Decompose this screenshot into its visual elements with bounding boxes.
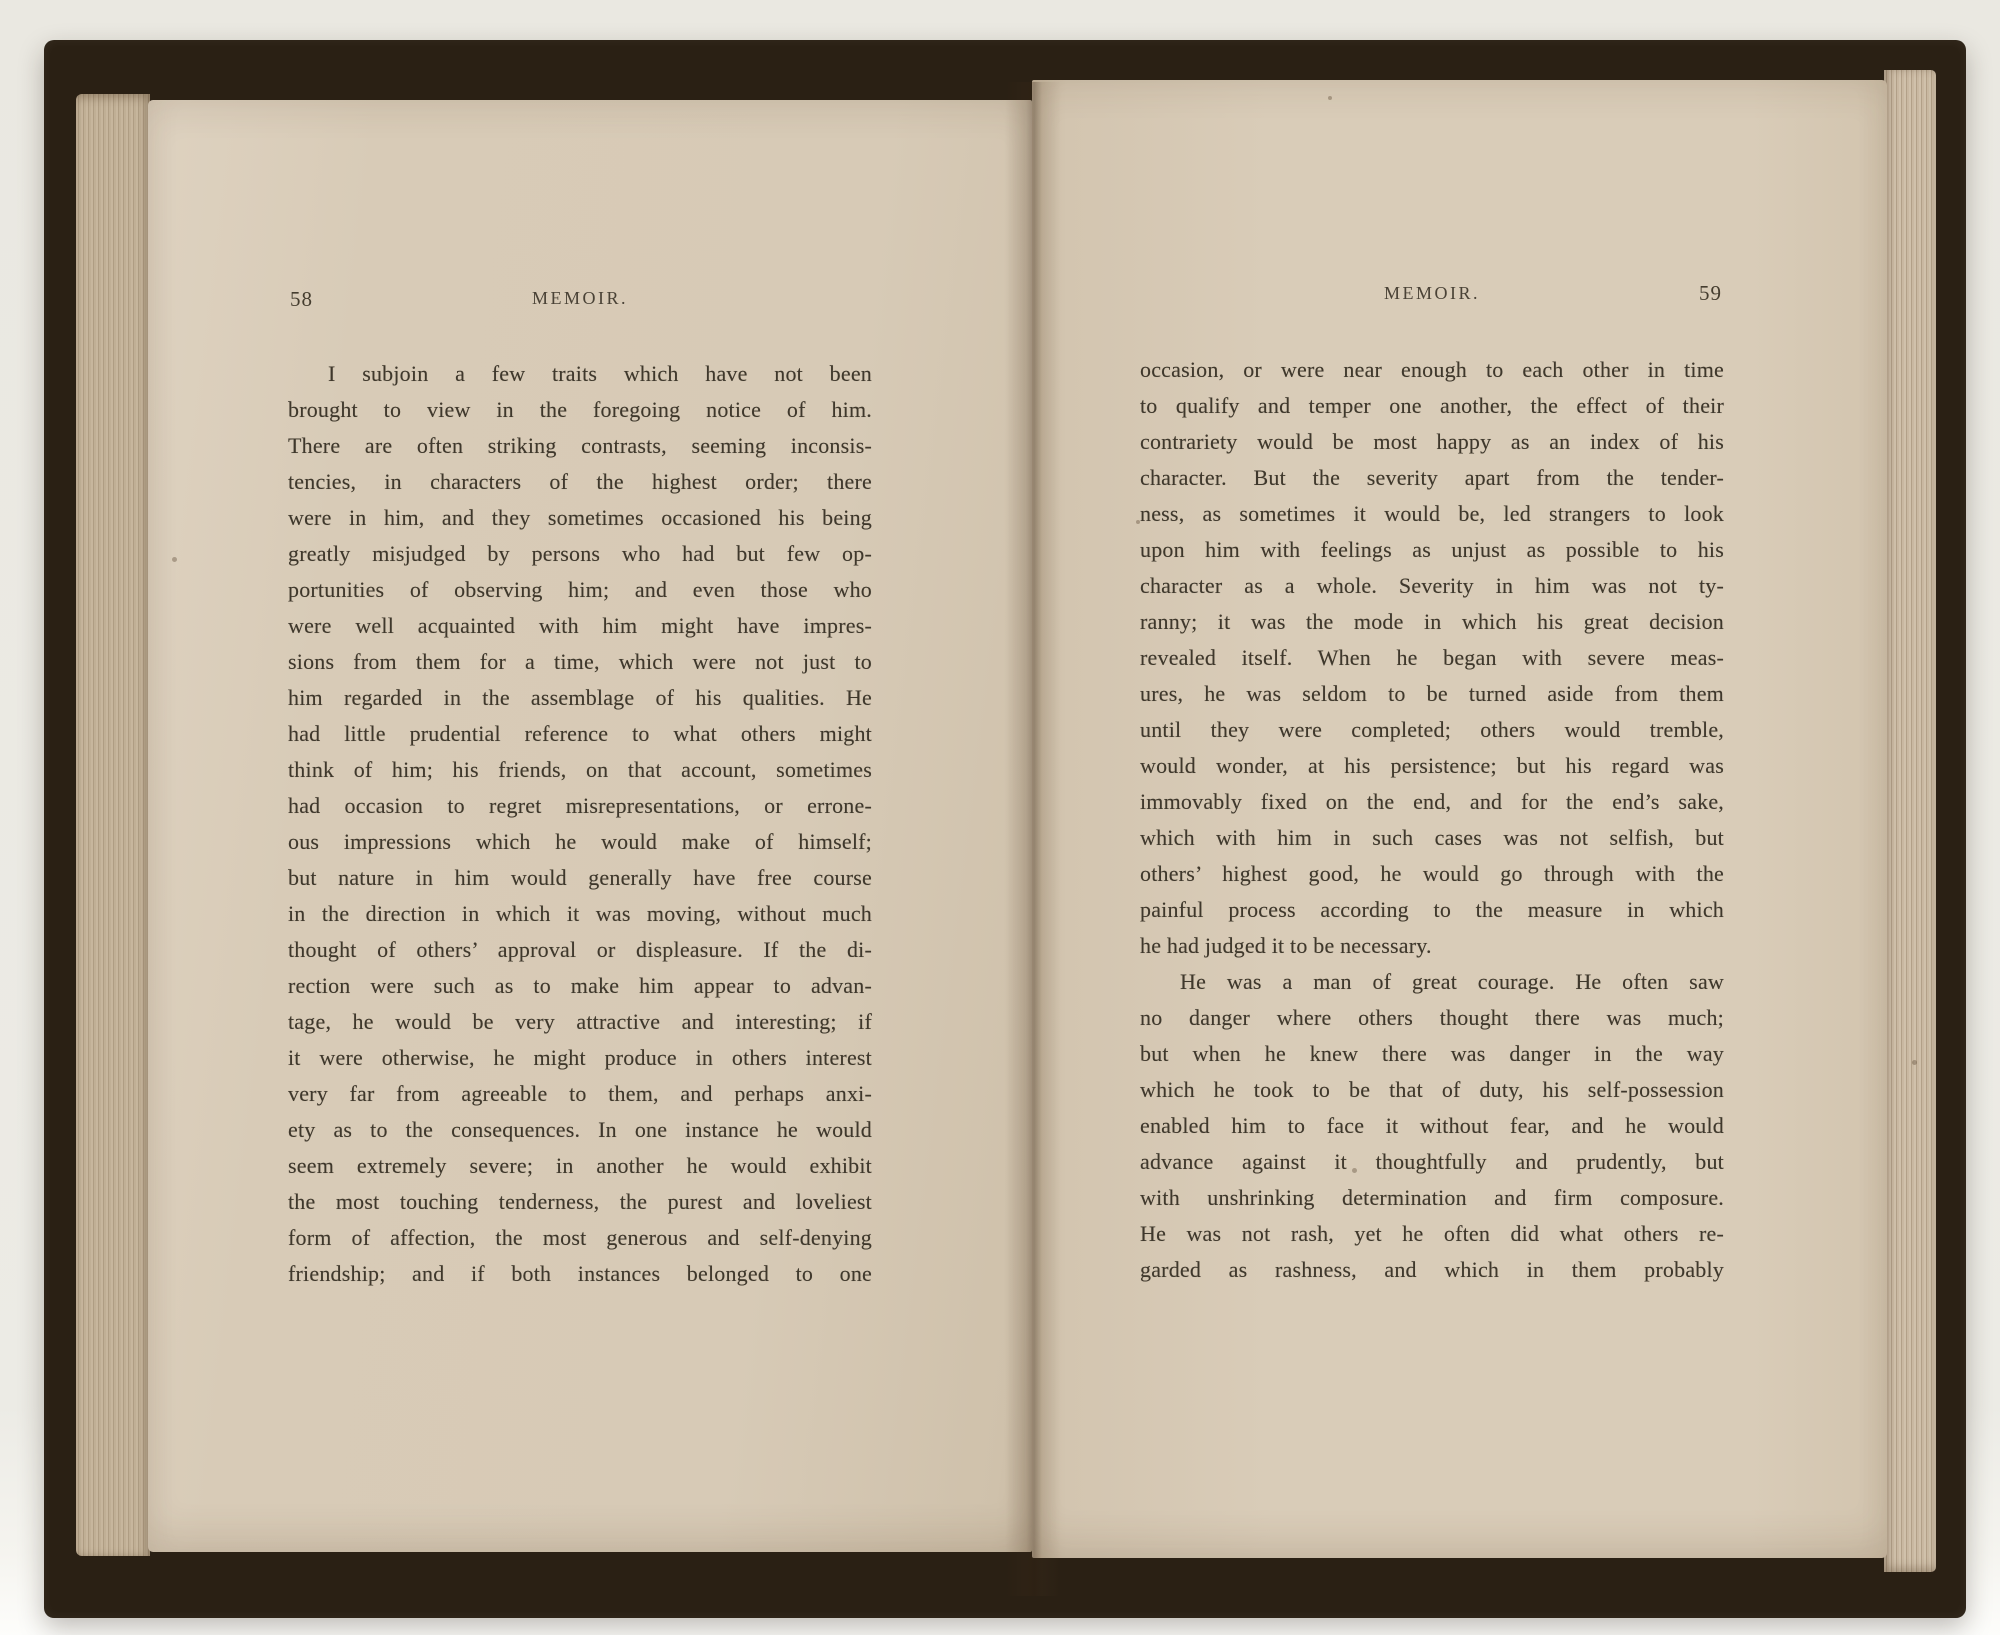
text-line: greatly misjudged by persons who had but few op-: [288, 541, 872, 566]
paper-speck: [1912, 1060, 1917, 1065]
page-number-right: 59: [1699, 281, 1722, 305]
text-line: character. But the severity apart from the tender-: [1140, 465, 1724, 490]
right-page-header: [1140, 283, 1724, 313]
text-line: contrariety would be most happy as an index of his: [1140, 429, 1724, 454]
left-page-header: [288, 288, 872, 318]
text-line: friendship; and if both instances belonged to one: [288, 1261, 872, 1286]
text-line: immovably fixed on the end, and for the end’s sake,: [1140, 789, 1724, 814]
text-line: rection were such as to make him appear to advan-: [288, 973, 872, 998]
text-line: the most touching tenderness, the purest and loveliest: [288, 1189, 872, 1214]
text-line: very far from agreeable to them, and perhaps anxi-: [288, 1081, 872, 1106]
text-line: advance against it thoughtfully and prudently, but: [1140, 1149, 1724, 1174]
text-line: portunities of observing him; and even those who: [288, 577, 872, 602]
left-page: [148, 100, 1032, 1552]
text-line: with unshrinking determination and firm composure.: [1140, 1185, 1724, 1210]
text-line: There are often striking contrasts, seeming inconsis-: [288, 433, 872, 458]
text-line: it were otherwise, he might produce in others interest: [288, 1045, 872, 1070]
text-line: but when he knew there was danger in the way: [1140, 1041, 1724, 1066]
page-edges-right: [1884, 70, 1936, 1572]
text-line: form of affection, the most generous and self-denying: [288, 1225, 872, 1250]
text-line: think of him; his friends, on that account, sometimes: [288, 757, 872, 782]
text-line: had occasion to regret misrepresentations, or errone-: [288, 793, 872, 818]
text-line: revealed itself. When he began with severe meas-: [1140, 645, 1724, 670]
paper-speck: [172, 557, 177, 562]
text-line: character as a whole. Severity in him was not ty-: [1140, 573, 1724, 598]
text-line: ety as to the consequences. In one instance he would: [288, 1117, 872, 1142]
text-line: upon him with feelings as unjust as possible to his: [1140, 537, 1724, 562]
text-line: ures, he was seldom to be turned aside from them: [1140, 681, 1724, 706]
text-line: but nature in him would generally have free course: [288, 865, 872, 890]
text-line: him regarded in the assemblage of his qualities. He: [288, 685, 872, 710]
text-line: seem extremely severe; in another he would exhibit: [288, 1153, 872, 1178]
paper-speck: [1136, 520, 1140, 524]
text-line: no danger where others thought there was much;: [1140, 1005, 1724, 1030]
text-line: in the direction in which it was moving, without much: [288, 901, 872, 926]
text-line: which he took to be that of duty, his self-possession: [1140, 1077, 1724, 1102]
text-line: ous impressions which he would make of himself;: [288, 829, 872, 854]
page-edges-left: [76, 94, 150, 1556]
text-line: I subjoin a few traits which have not been: [328, 361, 872, 386]
text-line: had little prudential reference to what others might: [288, 721, 872, 746]
text-line: which with him in such cases was not selfish, but: [1140, 825, 1724, 850]
text-line: others’ highest good, he would go through with the: [1140, 861, 1724, 886]
text-line: garded as rashness, and which in them probably: [1140, 1257, 1724, 1282]
book: [44, 40, 1966, 1618]
text-line: were in him, and they sometimes occasioned his being: [288, 505, 872, 530]
right-page-text: [1140, 352, 1724, 1288]
text-line: brought to view in the foregoing notice of him.: [288, 397, 872, 422]
text-line: He was not rash, yet he often did what others re-: [1140, 1221, 1724, 1246]
text-line: were well acquainted with him might have impres-: [288, 613, 872, 638]
text-line: he had judged it to be necessary.: [1140, 933, 1432, 958]
text-line: tage, he would be very attractive and interesting; if: [288, 1009, 872, 1034]
text-line: sions from them for a time, which were not just to: [288, 649, 872, 674]
text-line: tencies, in characters of the highest order; there: [288, 469, 872, 494]
paper-speck: [1352, 1168, 1357, 1173]
running-header-right: MEMOIR.: [1383, 283, 1480, 303]
right-page: [1032, 80, 1887, 1558]
left-page-text: [288, 356, 872, 1292]
text-line: thought of others’ approval or displeasure. If the di-: [288, 937, 872, 962]
text-line: occasion, or were near enough to each other in time: [1140, 357, 1724, 382]
text-line: to qualify and temper one another, the effect of their: [1140, 393, 1724, 418]
paper-speck: [1328, 96, 1332, 100]
text-line: painful process according to the measure in which: [1140, 897, 1724, 922]
text-line: He was a man of great courage. He often saw: [1180, 969, 1724, 994]
page-number-left: 58: [290, 287, 313, 311]
text-line: ness, as sometimes it would be, led strangers to look: [1140, 501, 1724, 526]
text-line: would wonder, at his persistence; but his regard was: [1140, 753, 1724, 778]
text-line: ranny; it was the mode in which his great decision: [1140, 609, 1724, 634]
running-header-left: MEMOIR.: [531, 288, 628, 308]
text-line: enabled him to face it without fear, and he would: [1140, 1113, 1724, 1138]
text-line: until they were completed; others would tremble,: [1140, 717, 1724, 742]
